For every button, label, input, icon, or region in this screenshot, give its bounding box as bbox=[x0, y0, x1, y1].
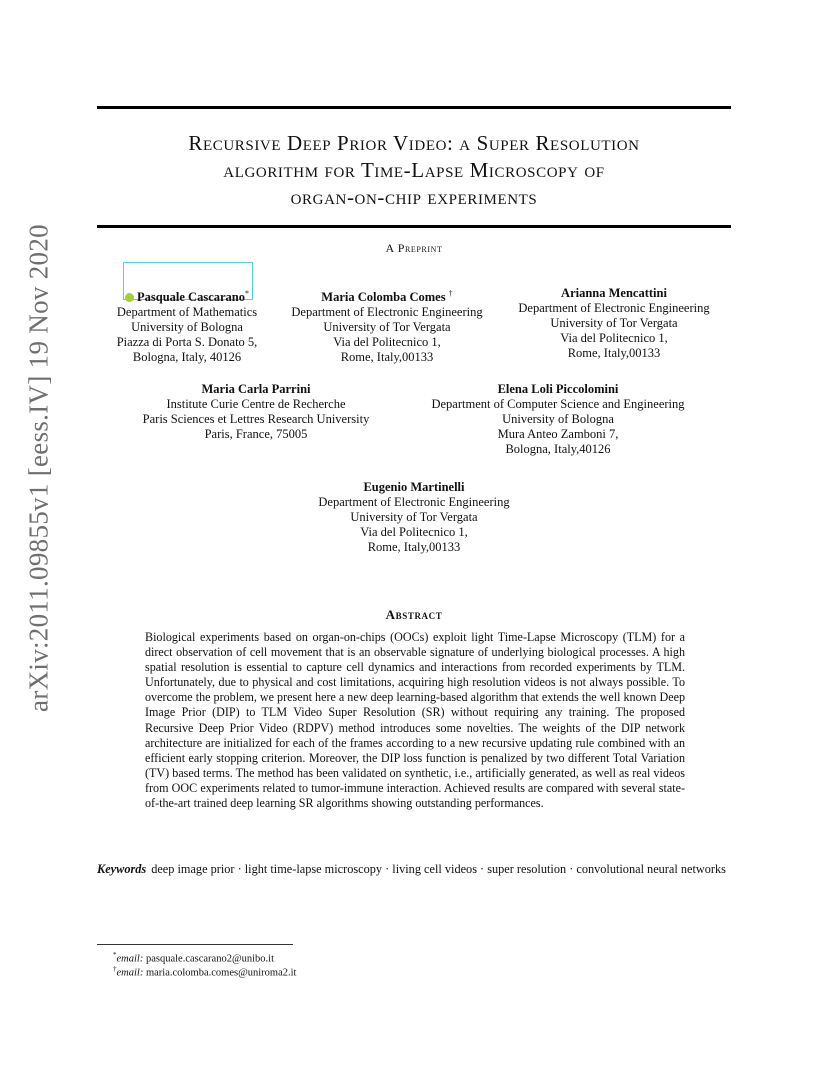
footnote-1-email[interactable]: pasquale.cascarano2@unibo.it bbox=[145, 953, 274, 965]
author-block-5 bbox=[412, 382, 704, 457]
author-block-2 bbox=[277, 286, 497, 365]
author-4-affiliation-1: Institute Curie Centre de Recherche bbox=[166, 397, 346, 411]
preprint-label: A Preprint bbox=[385, 241, 443, 255]
keywords-line bbox=[97, 862, 737, 877]
arxiv-sidebar-stamp bbox=[14, 224, 64, 712]
author-name-3: Arianna Mencattini bbox=[561, 286, 667, 300]
footnote-1-label: email: bbox=[116, 953, 144, 965]
keywords-text: deep image prior · light time-lapse microscopy · living cell videos · super resolution · convolutional neural networks bbox=[151, 862, 726, 876]
author-name-1[interactable]: Pasquale Cascarano* bbox=[97, 286, 277, 305]
title-top-rule bbox=[97, 106, 731, 109]
footnote-2-email[interactable]: maria.colomba.comes@uniroma2.it bbox=[145, 967, 297, 979]
paper-title bbox=[97, 130, 731, 211]
footnote-2-label: email: bbox=[116, 967, 144, 979]
author-4-affiliation-2: Paris Sciences et Lettres Research University bbox=[142, 412, 370, 426]
author-5-affiliation-3: Mura Anteo Zamboni 7, bbox=[497, 427, 619, 441]
footnote-2-mark: † bbox=[113, 965, 117, 973]
author-2-affiliation-1: Department of Electronic Engineering bbox=[291, 305, 483, 320]
author-name-5: Elena Loli Piccolomini bbox=[497, 382, 619, 396]
author-mark-2: † bbox=[448, 289, 453, 298]
author-3-affiliation-2: University of Tor Vergata bbox=[550, 316, 678, 330]
author-name-4: Maria Carla Parrini bbox=[201, 382, 311, 396]
footnote-2 bbox=[113, 963, 296, 980]
abstract-heading: Abstract bbox=[385, 607, 443, 622]
author-6-affiliation-2: University of Tor Vergata bbox=[350, 510, 478, 524]
abstract-body: Biological experiments based on organ-on-chips (OOCs) exploit light Time-Lapse Microscopy (TLM) for a direct observation of cell movement that is an observable signature of underlying biological processes. A high spatial resolution is essential to capture cell dynamics and interactions from recorded experiments by TLM. Unfortunately, due to physical and cost limitations, acquiring high resolution videos is not always possible. To overcome the problem, we present here a new deep learning-based algorithm that extends the well known Deep Image Prior (DIP) to TLM Video Super Resolution (SR) without requiring any training. The proposed Recursive Deep Prior Video (RDPV) method introduces some novelties. The weights of the DIP network architecture are initialized for each of the frames according to a new recursive updating rule combined with an efficient early stopping criterion. Moreover, the DIP loss function is penalized by two different Total Variation (TV) based terms. The method has been validated on synthetic, i.e., artificially generated, as well as real videos from OOC experiments related to tumor-immune interaction. Achieved results are compared with several state-of-the-art trained deep learning SR algorithms showing outstanding performances. bbox=[145, 630, 685, 811]
author-2-affiliation-3: Via del Politecnico 1, bbox=[333, 335, 441, 350]
author-5-affiliation-1: Department of Computer Science and Engineering bbox=[431, 397, 685, 411]
author-3-affiliation-1: Department of Electronic Engineering bbox=[518, 301, 710, 315]
author-5-affiliation-2: University of Bologna bbox=[502, 412, 614, 426]
author-block-3 bbox=[503, 286, 725, 361]
author-block-1 bbox=[97, 286, 277, 365]
author-6-affiliation-4: Rome, Italy,00133 bbox=[367, 540, 461, 554]
author-3-affiliation-3: Via del Politecnico 1, bbox=[560, 331, 668, 345]
title-line-1: Recursive Deep Prior Video: a Super Resolution bbox=[188, 131, 640, 155]
author-4-affiliation-3: Paris, France, 75005 bbox=[204, 427, 308, 441]
author-1-affiliation-3: Piazza di Porta S. Donato 5, bbox=[116, 335, 258, 350]
footnote-rule bbox=[97, 944, 293, 945]
title-bottom-rule bbox=[97, 225, 731, 228]
author-name-2: Maria Colomba Comes † bbox=[321, 289, 453, 305]
author-mark-1: * bbox=[245, 289, 249, 298]
author-name-6: Eugenio Martinelli bbox=[363, 480, 465, 494]
author-5-affiliation-4: Bologna, Italy,40126 bbox=[505, 442, 611, 456]
author-6-affiliation-3: Via del Politecnico 1, bbox=[360, 525, 468, 539]
arxiv-id-label: arXiv:2011.09855v1 [eess.IV] 19 Nov 2020 bbox=[23, 224, 54, 712]
keywords-label: Keywords bbox=[97, 862, 147, 876]
author-2-affiliation-4: Rome, Italy,00133 bbox=[340, 350, 434, 365]
author-block-6 bbox=[299, 480, 529, 555]
author-2-affiliation-2: University of Tor Vergata bbox=[323, 320, 451, 335]
author-6-affiliation-1: Department of Electronic Engineering bbox=[318, 495, 510, 509]
footnote-1-mark: * bbox=[113, 951, 117, 959]
orcid-icon[interactable] bbox=[125, 293, 134, 302]
author-3-affiliation-4: Rome, Italy,00133 bbox=[567, 346, 661, 360]
title-line-2: algorithm for Time-Lapse Microscopy of bbox=[223, 158, 605, 182]
author-1-affiliation-2: University of Bologna bbox=[131, 320, 243, 335]
author-1-affiliation-1: Department of Mathematics bbox=[116, 305, 258, 320]
author-1-affiliation-4: Bologna, Italy, 40126 bbox=[132, 350, 242, 365]
author-block-4 bbox=[125, 382, 387, 442]
title-line-3: organ-on-chip experiments bbox=[290, 185, 538, 209]
